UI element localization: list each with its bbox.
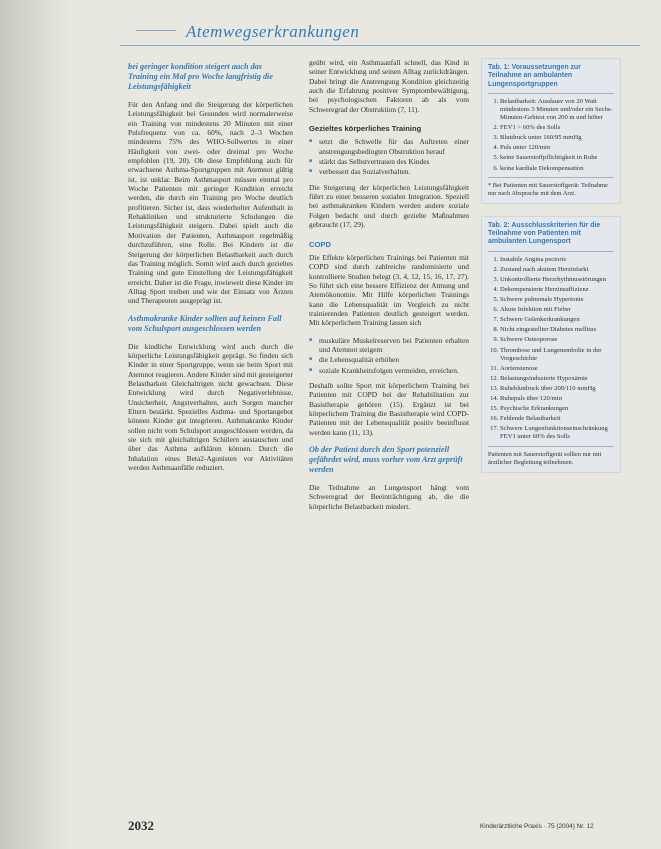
list-item: 17. Schwere Lungenfunktionseinschränkung FEV1 unter 60% des Solls [500, 425, 614, 441]
list-item: 3. Unkontrollierte Herzrhythmusstörungen [500, 276, 614, 284]
body-paragraph-3: geübt wird, ein Asthmaanfall schnell, das Kind in seiner Entwicklung und seinen Alltag zurückdrängen. Dabei bringt die Anstrengung Kondition gleichzeitig auch die Erfahrung positiver Symptombewältigung, bei psychologischen Faktoren ab als vom Schweregrad der Obstruktion (7, 11). [309, 58, 469, 114]
header-dash-line [136, 30, 176, 31]
subheading-copd: COPD [309, 239, 331, 249]
list-item: 16. Fehlende Belastbarkeit [500, 415, 614, 423]
table-box-2 [481, 216, 621, 473]
list-item: 13. Ruheblutdruck über 200/110 mmHg [500, 385, 614, 393]
list-item: 14. Ruhepuls über 120/min [500, 395, 614, 403]
list-item: 7. Schwere Gelenkerkrankungen [500, 316, 614, 324]
list-item: 2. Zustand nach akutem Herzinfarkt [500, 266, 614, 274]
bullet-list-copd [309, 336, 469, 375]
list-item: 1. Belastbarkeit: Ausdauer von 20 Watt mindestens 3 Minuten und/oder ein Sechs-Minuten-Gehtest von 200 m und höher [500, 98, 614, 122]
list-item: ■ die Lebensqualität erhöhen [319, 355, 469, 364]
running-header-title: Atemwegserkrankungen [186, 22, 360, 41]
list-item: 5. keine Sauerstoffpflichtigkeit in Ruhe [500, 154, 614, 162]
list-item: 5. Schwere pulmonale Hypertonie [500, 296, 614, 304]
body-paragraph-4: Die Steigerung der körperlichen Leistungsfähigkeit führt zu einer besseren sozialen Integration. Speziell bei asthmakranken Kindern werden andere soziale Folgen bedacht und durch gezielte Maßnahmen gebraucht (17, 29). [309, 182, 469, 230]
list-item: ■ soziale Krankheitsfolgen vermeiden, erreichen. [319, 366, 469, 375]
table-2-footnote: Patienten mit Sauerstoffgerät sollten nur mit ärztlicher Begleitung teilnehmen. [488, 450, 602, 466]
list-item: 1. Instabile Angina pectoris [500, 256, 614, 264]
table-box-1 [481, 58, 621, 204]
pull-quote-1: bei geringer kondition steigert auch das Training ein Mal pro Woche langfristig die Leistungsfähigkeit [128, 62, 273, 91]
body-paragraph-1: Für den Anfang und die Steigerung der körperlichen Leistungsfähigkeit bei Gesunden wird normalerweise ein Training von mindestens 20 Minuten mit einer Pulsfrequenz von ca. 60%, nach 2–3 Wochen mindestens 75% des WHO-Sollwertes in einer Häufigkeit von zwei- oder dreimal pro Woche empfohlen (19, 20). Ob diese Empfehlung auch für erwachsene Asthma-Sportgruppen mit Atemnot gültig ist, ist unklar. Beim Asthmasport müssen einmal pro Woche Patienten mit geringer Kondition erreicht werden, die durch ein Training pro Woche deutlich profitieren. Sicher ist, dass wiederholter Aufenthalt in Rehakliniken und strukturierte Schulungen die Leistungsfähigkeit steigern. Dabei spielt auch die Motivation der Patienten, Asthmasport regelmäßig durchzuführen, eine Rolle. Bei Kindern ist die Steigerung der körperlichen Belastbarkeit auch durch das Training möglich. Somit wird auch durch gezieltes Training und gute Einstellung der Leistungsfähigkeit erreicht. Daher ist die Frage, inwieweit diese Kinder im Alltag Sport treiben und wie der Einsatz von Ärzten und Therapeuten ausgeprägt ist. [128, 100, 293, 306]
list-item: ■ verbessert das Sozialverhalten. [319, 167, 469, 176]
table-1-list [488, 98, 614, 173]
list-item: 4. Puls unter 120/min [500, 144, 614, 152]
table-1-title: Tab. 1: Voraussetzungen zur Teilnahme an ambulanten Lungensportgruppen [488, 64, 581, 88]
table-1-footnote: * Bei Patienten mit Sauerstoffgerät: Teilnahme nur nach Absprache mit dem Arzt. [488, 181, 608, 197]
table-1-rule [488, 93, 614, 94]
bullet-list-training [309, 137, 469, 176]
body-paragraph-2: Die kindliche Entwicklung wird auch durch die körperliche Leistungsfähigkeit geprägt. So finden sich Kinder in einer Sportgruppe, wenn sie beim Sport mit Atemnot reagieren. Andere Kinder sind mit gesteigerter Belastbarkeit Gleichaltrigen nicht gewachsen. Diese Entwicklung wird durch Negativerlebnisse, Unsicherheit, Angstverhalten, auch Sorgen mancher Eltern bestärkt. Spezielles Asthma- und Sportangebot können Kinder gut integrieren. Asthmakranke Kinder sollen nicht vom Schulsport ausgeschlossen werden, da sie sich mit gleichaltrigen Schülern austauschen und über das Asthma aufklären können. Durch die Inhalation eines Beta2-Agonisten vor Aktivitäten werden Asthmaanfälle reduziert. [128, 341, 293, 473]
list-item: 9. Schwere Osteoporose [500, 336, 614, 344]
table-2-rule [488, 251, 614, 252]
list-item: 6. Akute Infektion mit Fieber [500, 306, 614, 314]
column-middle [309, 58, 469, 519]
list-item: 15. Psychische Erkrankungen [500, 405, 614, 413]
subheading-training: Gezieltes körperliches Training [309, 124, 422, 134]
list-item: 8. Nicht eingestellter Diabetes mellitus [500, 326, 614, 334]
list-item: ■ setzt die Schwelle für das Auftreten einer anstrengungsbedingten Obstruktion herauf [319, 137, 469, 156]
table-2-title: Tab. 2: Ausschlusskriterien für die Teilnahme von Patienten mit ambulanten Lungensport [488, 221, 601, 246]
page-number: 2032 [128, 818, 154, 833]
list-item: 4. Dekompensierte Herzinsuffizienz [500, 286, 614, 294]
body-paragraph-5: Die Effekte körperlichen Trainings bei Patienten mit COPD sind durch zahlreiche randomisierte und kontrollierte Studien belegt (3, 4, 12, 15, 16, 17, 27). So führt sich eine bessere Effizienz der Atmung und Atemökonomie. Mit Hilfe körperlichen Trainings kann die Lebensqualität im Vergleich zu nicht trainierenden Patienten deutlich gesteigert werden. Mit körperlichem Training lassen sich [309, 252, 469, 328]
body-paragraph-7: Die Teilnahme an Lungensport hängt vom Schweregrad der Beeinträchtigung ab, die die körperliche Belastbarkeit mindert. [309, 483, 469, 511]
page-edge-shadow [0, 0, 70, 849]
list-item: 12. Belastungsinduzierte Hypoxämie [500, 375, 614, 383]
list-item: 3. Blutdruck unter 160/95 mmHg [500, 134, 614, 142]
table-1-rule-bottom [488, 177, 614, 178]
list-item: ■ stärkt das Selbstvertrauen des Kindes [319, 157, 469, 166]
list-item: ■ muskuläre Muskelreserven bei Patienten erhalten und Atemnot steigern [319, 336, 469, 355]
pull-quote-2: Asthmakranke Kinder sollten auf keinen Fall vom Schulsport ausgeschlossen werden [128, 313, 282, 333]
list-item: 10. Thrombose und Lungenembolie in der Vorgeschichte [500, 347, 614, 363]
body-paragraph-6: Deshalb sollte Sport mit körperlichem Training bei Patienten mit COPD bei der Rehabilitation zur Basistherapie gehören (15). Ergänzt ist bei körperlichem Training die Basistherapie wird COPD-Patienten mit der Lebensqualität positiv beeinflusst werden kann (11, 13). [309, 380, 469, 437]
header-rule [120, 45, 640, 46]
list-item: 2. FEV1 > 60% des Solls [500, 124, 614, 132]
list-item: 6. keine kardiale Dekompensation [500, 165, 614, 173]
table-2-list [488, 256, 614, 442]
column-left [128, 58, 293, 480]
list-item: 11. Aortenstenose [500, 365, 614, 373]
journal-citation: Kinderärztliche Praxis · 75 (2004) Nr. 12 [480, 823, 594, 830]
pull-quote-3: Ob der Patient durch den Sport potenziell gefährdet wird, muss vorher vom Arzt geprüft werden [309, 445, 463, 475]
table-2-rule-bottom [488, 446, 614, 447]
column-right [481, 58, 621, 485]
